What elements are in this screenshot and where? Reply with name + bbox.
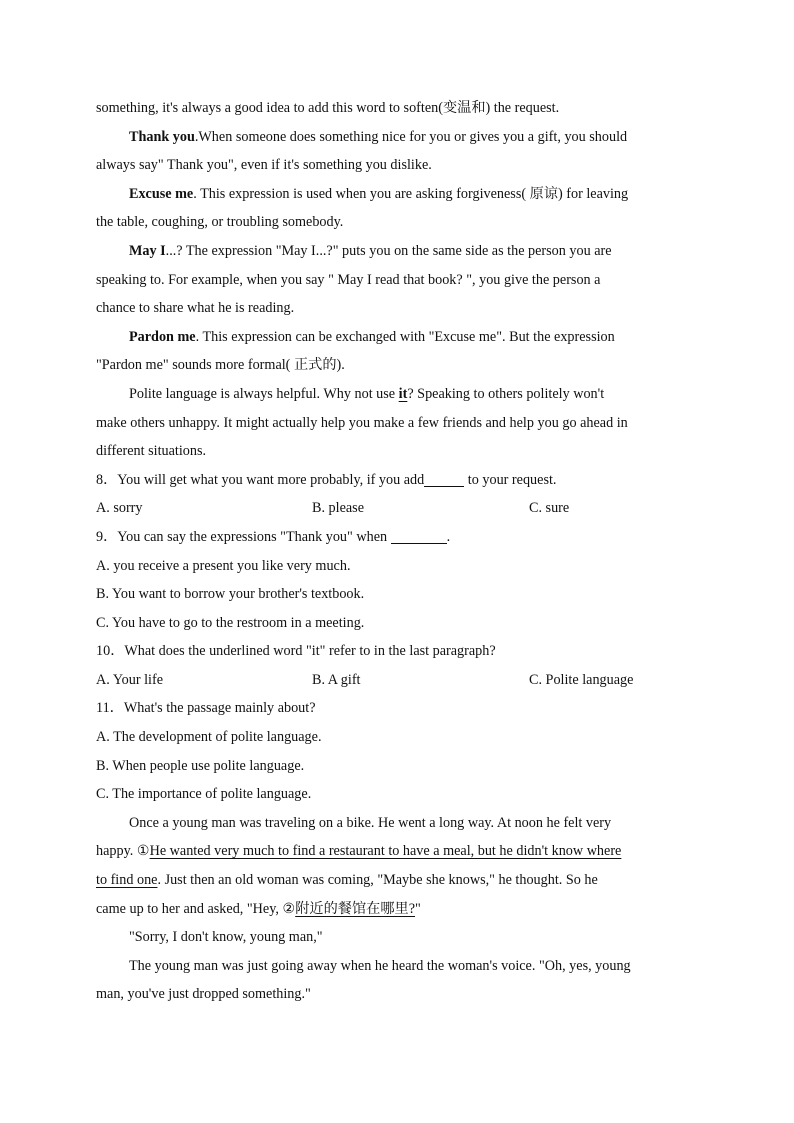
passage2-paragraph <box>96 809 696 838</box>
paragraph-line <box>96 837 696 866</box>
text-fragment: 8．You will get what you want more probably, if you add <box>96 471 425 488</box>
paragraph-line: always say" Thank you", even if it's something you dislike. <box>96 157 432 174</box>
dialogue-line: "Sorry, I don't know, young man," <box>129 929 323 946</box>
passage1-line: something, it's always a good idea to add this word to soften(变温和) the request. <box>96 100 560 116</box>
text-fragment: . <box>446 528 451 545</box>
option-a: A. Your life <box>96 671 164 688</box>
paragraph-line <box>96 895 696 924</box>
text-fragment: Polite language is always helpful. Why not use <box>129 385 399 402</box>
excuse-me-paragraph <box>96 180 696 209</box>
text-fragment: . This expression can be exchanged with "Excuse me". But the expression <box>195 328 615 345</box>
underlined-sentence-1-end: to find one <box>96 872 158 889</box>
paragraph-line: make others unhappy. It might actually help you make a few friends and help you go ahead in <box>96 414 628 431</box>
paragraph-line: chance to share what he is reading. <box>96 300 295 317</box>
term-may-i: May I <box>129 242 166 259</box>
underlined-it: it <box>398 385 408 402</box>
option-b: B. please <box>312 500 365 517</box>
answer-blank <box>424 472 464 487</box>
underlined-sentence-1: He wanted very much to find a restaurant to have a meal, but he didn't know where <box>149 843 622 860</box>
text-fragment: ? Speaking to others politely won't <box>407 385 605 402</box>
text-fragment: Once a young man was traveling on a bike. He went a long way. At noon he felt very <box>129 814 612 831</box>
polite-language-paragraph <box>96 380 696 409</box>
text-fragment: to your request. <box>464 471 557 488</box>
term-excuse-me: Excuse me <box>129 185 194 202</box>
option-c: C. You have to go to the restroom in a meeting. <box>96 614 365 631</box>
paragraph-line <box>96 866 696 895</box>
text-fragment: ...? The expression "May I...?" puts you on the same side as the person you are <box>165 242 612 259</box>
answer-blank <box>391 529 447 544</box>
document-page <box>96 94 696 1009</box>
paragraph-line: speaking to. For example, when you say " May I read that book? ", you give the person a <box>96 271 601 288</box>
option-a: A. sorry <box>96 500 143 517</box>
term-pardon-me: Pardon me <box>129 328 196 345</box>
text-fragment: The young man was just going away when he heard the woman's voice. "Oh, yes, young <box>129 957 631 974</box>
text-fragment: came up to her and asked, "Hey, ② <box>96 900 296 917</box>
option-a: A. you receive a present you like very much. <box>96 557 351 574</box>
text-fragment: .When someone does something nice for you or gives you a gift, you should <box>194 128 628 145</box>
option-c: C. sure <box>529 500 570 517</box>
option-b: B. A gift <box>312 671 361 688</box>
question-9-stem <box>96 523 696 552</box>
text-fragment: . This expression is used when you are asking forgiveness( 原谅) for leaving <box>193 185 629 202</box>
term-thank-you: Thank you <box>129 128 195 145</box>
question-10-stem: 10．What does the underlined word "it" refer to in the last paragraph? <box>96 643 496 660</box>
question-8-stem <box>96 466 696 495</box>
passage2-paragraph <box>96 952 696 981</box>
may-i-paragraph <box>96 237 696 266</box>
option-b: B. You want to borrow your brother's textbook. <box>96 586 365 603</box>
thank-you-paragraph <box>96 123 696 152</box>
text-fragment: . Just then an old woman was coming, "Maybe she knows," he thought. So he <box>157 872 598 889</box>
question-11-stem: 11．What's the passage mainly about? <box>96 700 316 717</box>
paragraph-line: the table, coughing, or troubling somebody. <box>96 214 344 231</box>
question-10-options <box>96 666 696 695</box>
question-8-options <box>96 494 696 523</box>
paragraph-line: man, you've just dropped something." <box>96 986 311 1003</box>
option-c: C. The importance of polite language. <box>96 786 312 803</box>
option-b: B. When people use polite language. <box>96 757 305 774</box>
text-fragment: 9．You can say the expressions "Thank you" when <box>96 528 391 545</box>
paragraph-line: different situations. <box>96 443 207 460</box>
option-c: C. Polite language <box>529 671 634 688</box>
text-fragment: " <box>415 900 421 917</box>
pardon-me-paragraph <box>96 323 696 352</box>
underlined-sentence-2: 附近的餐馆在哪里? <box>295 900 416 917</box>
option-a: A. The development of polite language. <box>96 729 322 746</box>
text-fragment: happy. ① <box>96 843 150 860</box>
paragraph-line: "Pardon me" sounds more formal( 正式的). <box>96 357 345 374</box>
